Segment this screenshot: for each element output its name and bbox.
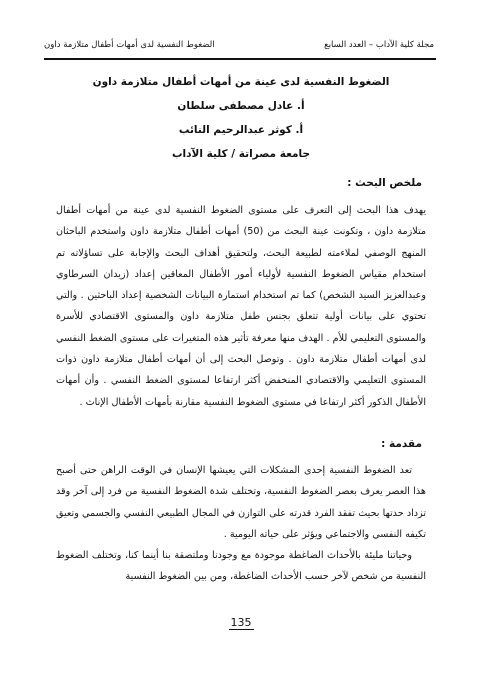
paper-title: الضغوط النفسية لدى عينة من أمهات أطفال متلازمة داون <box>92 76 390 88</box>
running-header <box>44 38 434 56</box>
title-block <box>60 70 422 166</box>
affiliation: جامعة مصراتة / كلية الآداب <box>171 148 311 160</box>
header-rule <box>44 58 436 60</box>
intro-paragraph-2: وحياتنا مليئة بالأحداث الضاغطة موجودة مع وجودنا وملتصقة بنا أينما كنا، وتختلف الضغوط النفسية من شخص لآخر حسب الأحداث الضاغطة، ومن بين الضغوط النفسية <box>56 550 426 583</box>
abstract-heading: ملخص البحث : <box>347 177 422 189</box>
article-short-title: الضغوط النفسية لدى أمهات أطفال متلازمة داون <box>44 40 215 50</box>
page-number: 135 <box>230 616 252 629</box>
journal-name: مجلة كلية الآداب – العدد السابع <box>324 40 434 50</box>
intro-paragraph-1: تعد الضغوط النفسية إحدى المشكلات التي يعيشها الإنسان في الوقت الراهن حتى أصبح هذا العصر يعرف بعصر الضغوط النفسية، وتختلف شدة الضغوط النفسية من فرد إلى آخر وقد تزداد حدتها بحيث تفقد الفرد قدرته على التوازن في المجال الطبيعي النفسي والجسمي وتعيق تكيفه النفسي والاجتماعي ويؤثر على حياته اليومية . <box>56 465 426 540</box>
introduction-heading: مقدمة : <box>381 438 422 450</box>
abstract-text: يهدف هذا البحث إلى التعرف على مستوى الضغوط النفسية لدى عينة من أمهات أطفال متلازمة داون ، وتكونت عينة البحث من (50) أمهات أطفال متلازمة داون واستخدم الباحثان المنهج الوصفي لملاءمته لطبيعة البحث، ولتحقيق أهداف البحث والإجابة على تساؤلاته تم استخدام مقياس الضغوط النفسية لأولياء أمور الأطفال المعاقين إعداد (زيدان السرطاوي وعبدالعزيز السيد الشخص) كما تم استخدام استمارة البيانات الشخصية إعداد الباحثين . والتي تحتوي على بيانات أولية تتعلق بجنس طفل متلازمة داون والمستوى الاقتصادي للأسرة والمستوى التعليمي للأم . الهدف منها معرفة تأثير هذه المتغيرات على مستوى الضغط النفسي لدى أمهات أطفال متلازمة داون . وتوصل البحث إلى أن أمهات أطفال متلازمة داون ذوات المستوى التعليمي والاقتصادي المنخفض أكثر ارتفاعا لمستوى الضغط النفسي . وأن أمهات الأطفال الذكور أكثر ارتفاعا في مستوى الضغوط النفسية مقارنة بأمهات الأطفال الإناث . <box>56 205 426 408</box>
author-2: أ. كوثر عبدالرحيم النائب <box>178 124 304 136</box>
author-1: أ. عادل مصطفى سلطان <box>177 100 305 112</box>
